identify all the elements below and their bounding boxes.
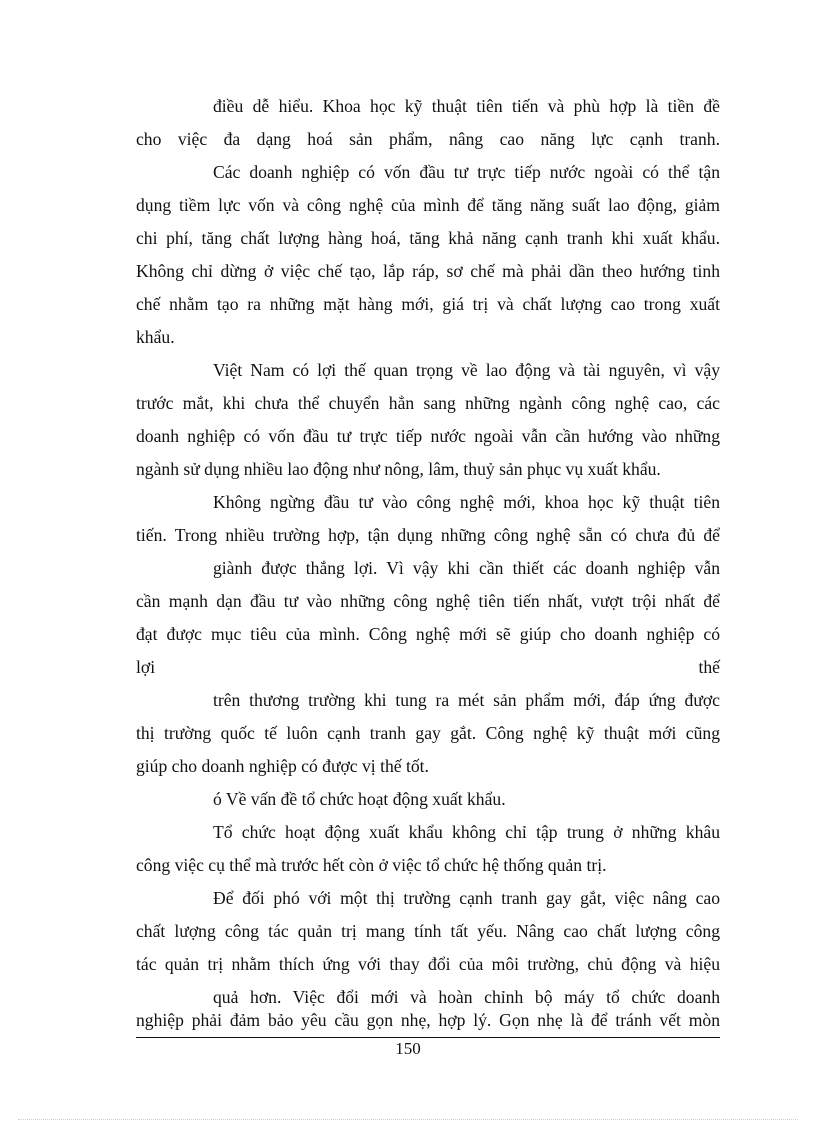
text-line: doanh nghiệp có vốn đầu tư trực tiếp nước ngoài vẫn cần hướng vào những <box>136 426 720 446</box>
text-line: ngành sử dụng nhiều lao động như nông, lâm, thuỷ sản phục vụ xuất khẩu. <box>136 459 661 479</box>
page-edge-dots <box>18 1119 798 1120</box>
text-line: công việc cụ thể mà trước hết còn ở việc tổ chức hệ thống quản trị. <box>136 855 607 875</box>
text-line: Việt Nam có lợi thế quan trọng về lao động và tài nguyên, vì vậy <box>213 360 720 380</box>
text-line: điều dễ hiểu. Khoa học kỹ thuật tiên tiến và phù hợp là tiền đề <box>213 96 720 116</box>
section-heading: ó Về vấn đề tổ chức hoạt động xuất khẩu. <box>213 789 506 809</box>
text-line: Không chỉ dừng ở việc chế tạo, lắp ráp, sơ chế mà phải dần theo hướng tinh <box>136 261 720 281</box>
text-line: giành được thắng lợi. Vì vậy khi cần thiết các doanh nghiệp vẫn <box>213 558 720 578</box>
text-line: chi phí, tăng chất lượng hàng hoá, tăng khả năng cạnh tranh khi xuất khẩu. <box>136 228 720 248</box>
text-line: Các doanh nghiệp có vốn đầu tư trực tiếp nước ngoài có thể tận <box>213 162 720 182</box>
text-line: Không ngừng đầu tư vào công nghệ mới, khoa học kỹ thuật tiên <box>213 492 720 512</box>
text-line: dụng tiềm lực vốn và công nghệ của mình để tăng năng suất lao động, giảm <box>136 195 720 215</box>
text-line: tác quản trị nhằm thích ứng với thay đổi của môi trường, chủ động và hiệu <box>136 954 720 974</box>
text-line: giúp cho doanh nghiệp có được vị thế tốt. <box>136 756 429 776</box>
text-line: chế nhằm tạo ra những mặt hàng mới, giá trị và chất lượng cao trong xuất <box>136 294 720 314</box>
text-line: Tổ chức hoạt động xuất khẩu không chỉ tập trung ở những khâu <box>213 822 720 842</box>
text-line: cho việc đa dạng hoá sản phẩm, nâng cao năng lực cạnh tranh. <box>136 129 720 149</box>
page-number: 150 <box>395 1039 421 1058</box>
text-line: cần mạnh dạn đầu tư vào những công nghệ tiên tiến nhất, vượt trội nhất để <box>136 591 720 611</box>
text-line: tiến. Trong nhiều trường hợp, tận dụng những công nghệ sẵn có chưa đủ để <box>136 525 720 545</box>
text-line: trên thương trường khi tung ra mét sản phẩm mới, đáp ứng được <box>213 690 720 710</box>
text-line: đạt được mục tiêu của mình. Công nghệ mới sẽ giúp cho doanh nghiệp có <box>136 624 720 644</box>
text-line: nghiệp phải đảm bảo yêu cầu gọn nhẹ, hợp lý. Gọn nhẹ là để tránh vết mòn <box>136 1010 720 1030</box>
text-line: lợi thế <box>136 657 720 677</box>
text-line: trước mắt, khi chưa thể chuyển hẳn sang những ngành công nghệ cao, các <box>136 393 720 413</box>
text-line: Để đối phó với một thị trường cạnh tranh gay gắt, việc nâng cao <box>213 888 720 908</box>
text-line: khẩu. <box>136 327 175 347</box>
text-line: chất lượng công tác quản trị mang tính tất yếu. Nâng cao chất lượng công <box>136 921 720 941</box>
text-line: quả hơn. Việc đổi mới và hoàn chỉnh bộ máy tổ chức doanh <box>213 987 720 1007</box>
text-line: thị trường quốc tế luôn cạnh tranh gay gắt. Công nghệ kỹ thuật mới cũng <box>136 723 720 743</box>
